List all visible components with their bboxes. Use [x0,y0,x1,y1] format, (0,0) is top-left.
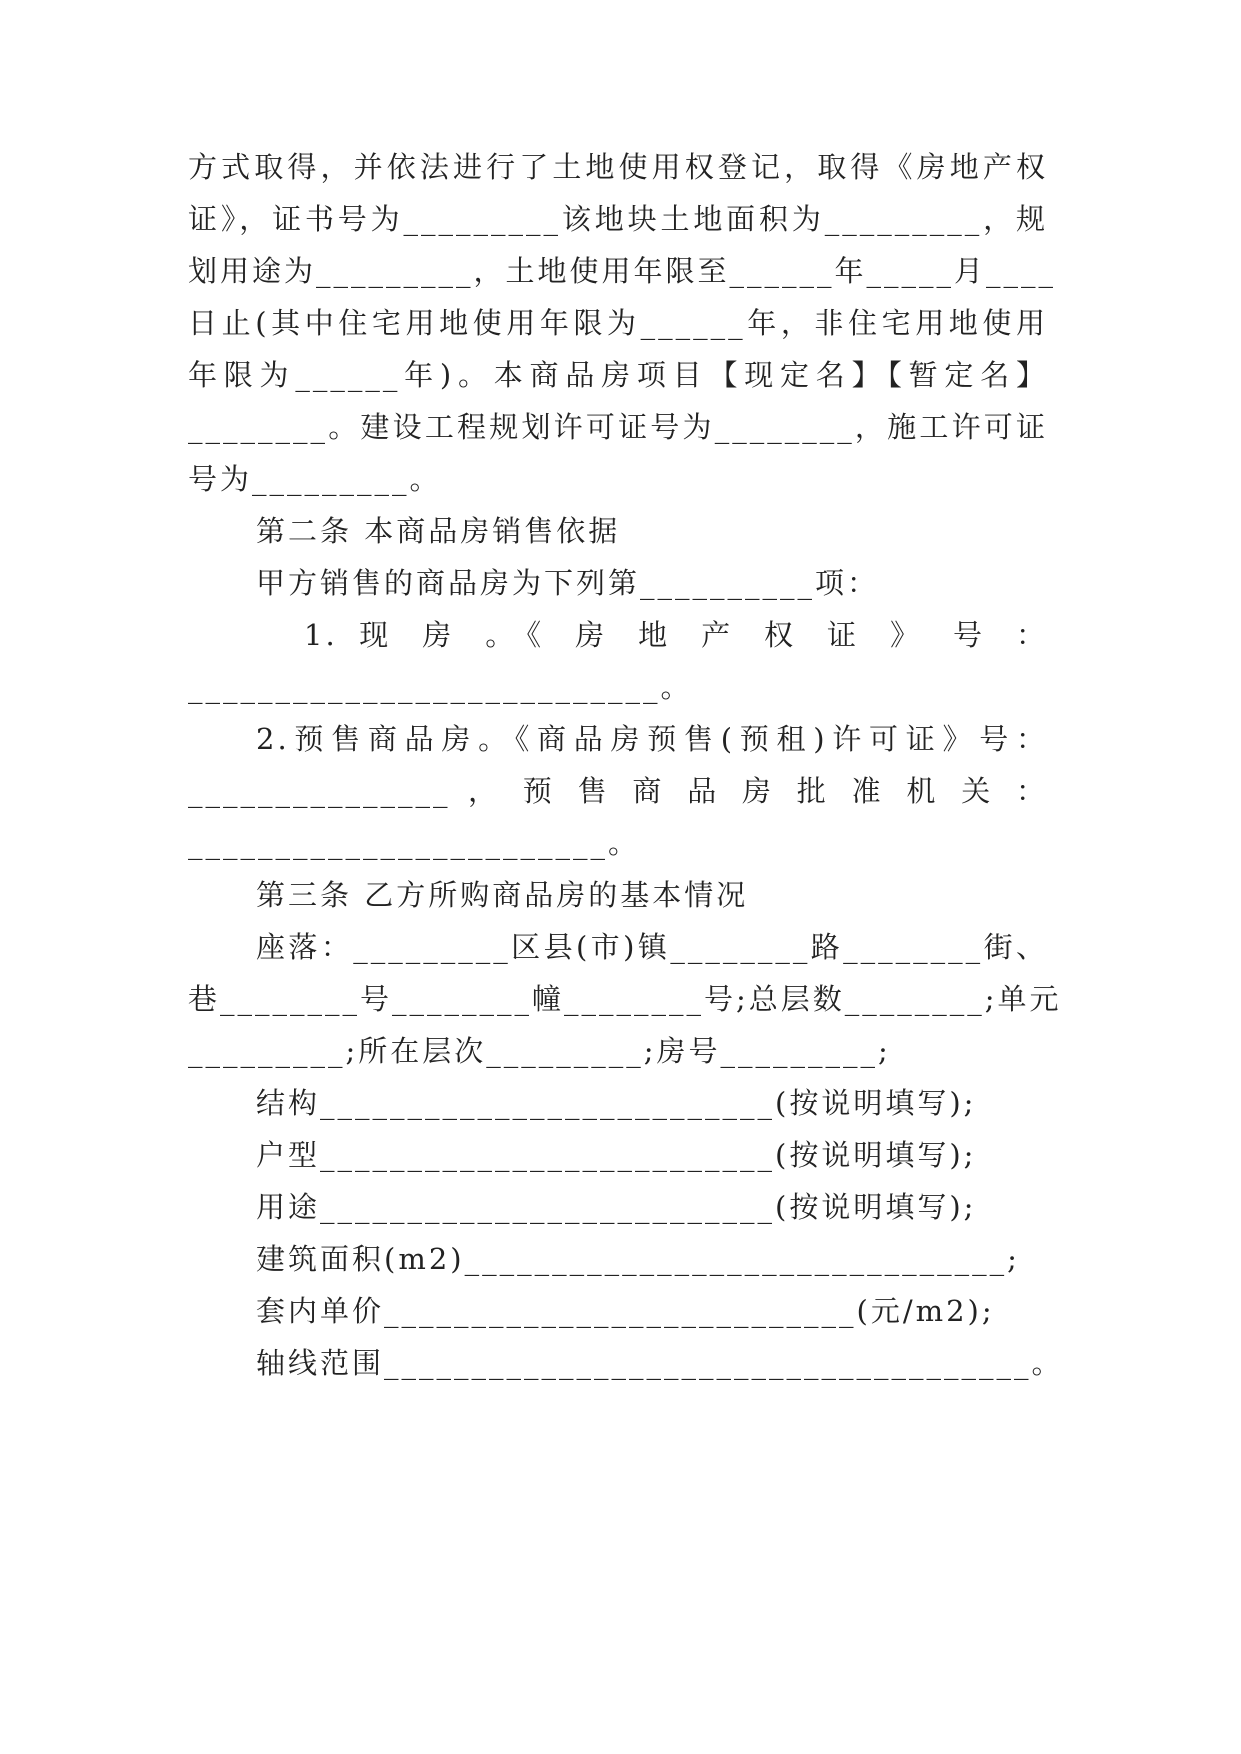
paragraph-line: _______________ ， 预 售 商 品 房 批 准 机 关 ： [188,774,1048,808]
field-structure: 结构__________________________(按说明填写); [256,1086,977,1120]
paragraph-line: ___________________________。 [188,670,693,704]
field-axis-range: 轴线范围_____________________________________。 [256,1346,1064,1380]
paragraph-line: ________________________。 [188,826,641,860]
field-building-area: 建筑面积(m2)_______________________________; [256,1242,1020,1276]
paragraph-line: 甲方销售的商品房为下列第__________项： [256,566,880,600]
paragraph-line: 座落：_________区县(市)镇________路________街、 [256,930,1048,964]
field-usage: 用途__________________________(按说明填写); [256,1190,977,1224]
paragraph-line: 1. 现 房 。《 房 地 产 权 证 》 号 ： [304,618,1048,652]
field-unit-price: 套内单价___________________________(元/m2); [256,1294,995,1328]
paragraph-line: _________;所在层次_________;房号_________; [188,1034,891,1068]
paragraph-line: 方式取得，并依法进行了土地使用权登记，取得《房地产权 [188,150,1048,184]
paragraph-line: 日止(其中住宅用地使用年限为______年，非住宅用地使用 [188,306,1048,340]
section-heading-article-2: 第二条 本商品房销售依据 [256,514,621,548]
paragraph-line: 号为_________。 [188,462,442,496]
section-heading-article-3: 第三条 乙方所购商品房的基本情况 [256,878,749,912]
paragraph-line: 年限为______年)。本商品房项目【现定名】【暂定名】 [188,358,1048,392]
paragraph-line: 证》，证书号为_________该地块土地面积为_________，规 [188,202,1048,236]
paragraph-line: 2.预售商品房。《商品房预售(预租)许可证》号： [256,722,1048,756]
paragraph-line: 划用途为_________，土地使用年限至______年_____月____ [188,254,1057,288]
paragraph-line: 巷________号________幢________号;总层数________;单元 [188,982,1062,1016]
field-unit-type: 户型__________________________(按说明填写); [256,1138,977,1172]
paragraph-line: ________。建设工程规划许可证号为________，施工许可证 [188,410,1048,444]
